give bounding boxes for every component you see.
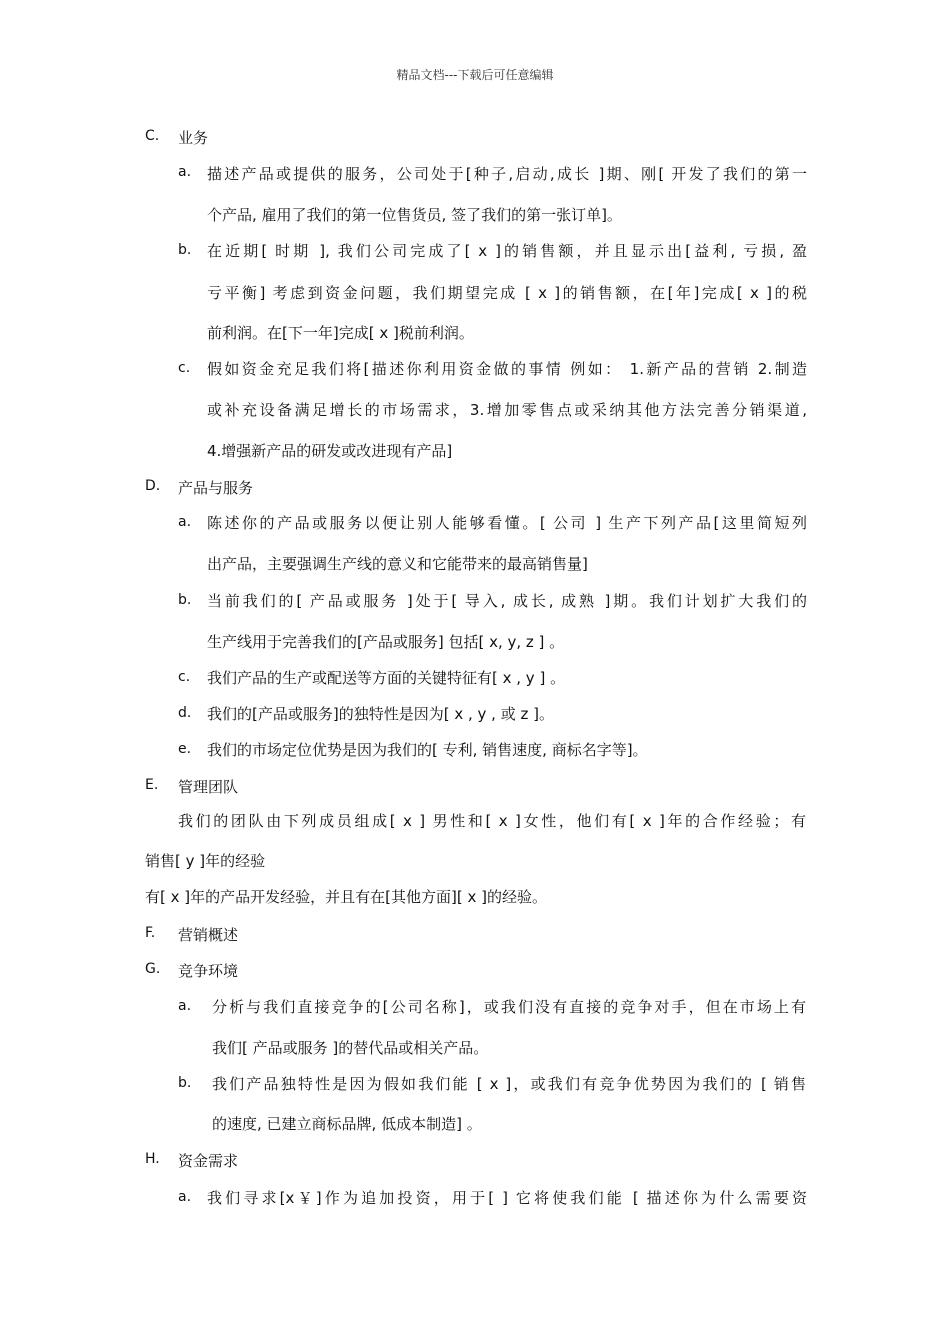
section-letter-c: C. xyxy=(145,128,160,144)
item-letter-d-c: c. xyxy=(178,669,191,685)
item-letter-g-b: b. xyxy=(178,1075,192,1091)
section-title-g: 竞争环境 xyxy=(178,962,239,980)
item-text-d-a-line1: 陈述你的产品或服务以便让别人能够看懂。[ 公司 ] 生产下列产品[这里简短列 xyxy=(207,514,807,532)
item-text-d-c: 我们产品的生产或配送等方面的关键特征有[ x , y ] 。 xyxy=(207,669,566,687)
item-text-c-c-line3: 4.增强新产品的研发或改进现有产品] xyxy=(207,442,453,460)
section-letter-d: D. xyxy=(145,478,161,494)
section-letter-e: E. xyxy=(145,777,159,793)
section-letter-g: G. xyxy=(145,961,161,977)
item-letter-g-a: a. xyxy=(178,998,192,1014)
item-text-g-b-line2: 的速度, 已建立商标品牌, 低成本制造] 。 xyxy=(212,1115,482,1133)
team-text-line3: 有[ x ]年的产品开发经验，并且有在[其他方面][ x ]的经验。 xyxy=(145,888,547,906)
item-text-d-b-line2: 生产线用于完善我们的[产品或服务] 包括[ x, y, z ] 。 xyxy=(207,633,565,651)
page-header: 精品文档---下载后可任意编辑 xyxy=(396,68,554,82)
item-text-d-d: 我们的[产品或服务]的独特性是因为[ x , y , 或 z ]。 xyxy=(207,705,554,723)
section-title-d: 产品与服务 xyxy=(178,479,254,497)
section-letter-f: F. xyxy=(145,925,156,941)
item-letter-d-e: e. xyxy=(178,741,192,757)
item-text-d-e: 我们的市场定位优势是因为我们的[ 专利, 销售速度, 商标名字等]。 xyxy=(207,741,648,759)
item-text-c-b-line2: 亏平衡] 考虑到资金问题，我们期望完成 [ x ]的销售额，在[年]完成[ x ]的税 xyxy=(207,284,807,302)
item-letter-c-c: c. xyxy=(178,360,191,376)
section-letter-h: H. xyxy=(145,1151,160,1167)
item-text-c-b-line3: 前利润。在[下一年]完成[ x ]税前利润。 xyxy=(207,324,474,342)
item-text-c-a-line1: 描述产品或提供的服务，公司处于[种子,启动,成长 ]期、刚[ 开发了我们的第一 xyxy=(207,165,807,183)
item-letter-h-a: a. xyxy=(178,1189,192,1205)
section-title-h: 资金需求 xyxy=(178,1152,239,1170)
item-letter-c-a: a. xyxy=(178,164,192,180)
item-text-d-b-line1: 当前我们的[ 产品或服务 ]处于[ 导入, 成长, 成熟 ]期。我们计划扩大我们的 xyxy=(207,592,807,610)
item-text-h-a-line1: 我们寻求[x￥]作为追加投资，用于[ ] 它将使我们能 [ 描述你为什么需要资 xyxy=(207,1189,807,1207)
section-title-f: 营销概述 xyxy=(178,926,239,944)
item-text-g-b-line1: 我们产品独特性是因为假如我们能 [ x ]，或我们有竞争优势因为我们的 [ 销售 xyxy=(212,1075,806,1093)
item-text-d-a-line2: 出产品，主要强调生产线的意义和它能带来的最高销售量] xyxy=(207,555,588,573)
item-letter-d-a: a. xyxy=(178,514,192,530)
team-text-line2: 销售[ y ]年的经验 xyxy=(145,852,266,870)
item-text-g-a-line2: 我们[ 产品或服务 ]的替代品或相关产品。 xyxy=(212,1039,489,1057)
item-text-c-a-line2: 个产品, 雇用了我们的第一位售货员, 签了我们的第一张订单]。 xyxy=(207,206,622,224)
item-letter-d-b: b. xyxy=(178,592,192,608)
section-title-e: 管理团队 xyxy=(178,778,239,796)
item-text-c-c-line2: 或补充设备满足增长的市场需求，3.增加零售点或采纳其他方法完善分销渠道, xyxy=(207,401,807,419)
section-title-c: 业务 xyxy=(178,129,209,147)
item-text-c-b-line1: 在近期[ 时期 ], 我们公司完成了[ x ]的销售额，并且显示出[益利, 亏损, 盈 xyxy=(207,242,807,260)
team-text-line1: 我们的团队由下列成员组成[ x ] 男性和[ x ]女性，他们有[ x ]年的合作经验；有 xyxy=(178,812,806,830)
item-letter-d-d: d. xyxy=(178,705,192,721)
item-text-g-a-line1: 分析与我们直接竞争的[公司名称]，或我们没有直接的竞争对手，但在市场上有 xyxy=(212,998,806,1016)
item-letter-c-b: b. xyxy=(178,242,192,258)
item-text-c-c-line1: 假如资金充足我们将[描述你利用资金做的事情 例如： 1.新产品的营销 2.制造 xyxy=(207,360,807,378)
